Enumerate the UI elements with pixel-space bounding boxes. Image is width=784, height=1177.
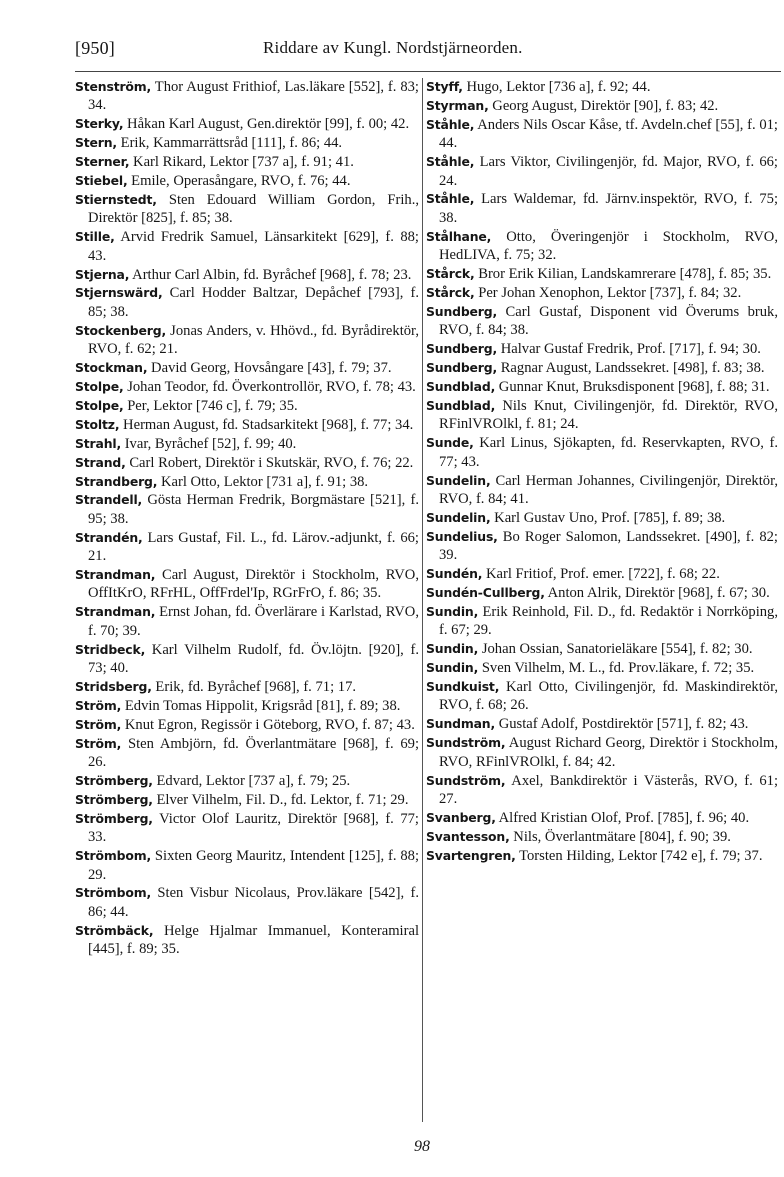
entry-surname: Sundelin, [426,509,491,525]
list-item [75,884,419,921]
entry-surname: Styff, [426,79,463,94]
entry-details: Per, Lektor [746 c], f. 79; 35. [123,397,298,414]
entry-details: Ivar, Byråchef [52], f. 99; 40. [121,435,297,452]
list-item [426,603,778,640]
entry-surname: Strandman, [75,604,156,620]
entry-details: Sten Visbur Nicolaus, Prov.läkare [542], f. 86; 44. [88,885,419,920]
list-item [75,416,419,434]
entry-details: Torsten Hilding, Lektor [742 e], f. 79; 37. [515,847,763,864]
list-item [75,153,419,171]
entry-surname: Sundström, [426,772,506,788]
entry-surname: Sundelius, [426,528,498,544]
entry-details: Nils, Överlantmätare [804], f. 90; 39. [509,828,731,845]
entry-details: Emile, Operasångare, RVO, f. 76; 44. [127,173,351,190]
entry-surname: Strömbom, [75,885,152,901]
list-item [426,734,778,771]
running-header [75,38,781,64]
list-item [426,809,778,827]
entry-details: Per Johan Xenophon, Lektor [737], f. 84; 32. [474,284,742,301]
entry-surname: Sundin, [426,660,479,676]
list-item [426,565,778,583]
list-item [426,472,778,509]
entry-details: Karl Otto, Civilingenjör, fd. Maskindirektör, RVO, f. 68; 26. [439,679,778,714]
entry-surname: Sundström, [426,735,506,751]
list-item [426,378,778,396]
list-item [75,115,419,133]
entry-surname: Strandberg, [75,473,158,489]
entry-surname: Ståhle, [426,154,475,170]
list-item [75,454,419,472]
list-item [75,378,419,396]
entry-details: Erik, Kammarrättsråd [111], f. 86; 44. [117,135,343,152]
header-rule [75,71,781,72]
entry-surname: Sundberg, [426,303,498,319]
entry-details: Johan Ossian, Sanatorieläkare [554], f. 82; 30. [478,641,753,658]
entry-surname: Sundblad, [426,379,496,394]
entry-details: Anders Nils Oscar Kåse, tf. Avdeln.chef [55], f. 01; 44. [439,116,778,152]
list-item [75,134,419,152]
entry-surname: Styrman, [426,97,489,113]
page-number: 98 [414,1138,430,1155]
list-item [75,922,419,959]
list-item [426,659,778,677]
list-item [75,228,419,265]
entry-surname: Stolpe, [75,379,124,394]
entry-surname: Stårck, [426,284,475,300]
entry-details: Karl Otto, Lektor [731 a], f. 91; 38. [157,473,369,490]
entry-surname: Sunde, [426,435,474,451]
entry-surname: Svanberg, [426,809,496,825]
entry-details: Jonas Anders, v. Hhövd., fd. Byrådirektör, RVO, f. 62; 21. [88,322,419,358]
entry-details: Bo Roger Salomon, Landssekret. [490], f. 82; 39. [439,528,778,564]
entry-details: Gustaf Adolf, Postdirektör [571], f. 82; 43. [495,716,749,733]
list-item [75,266,419,284]
entry-details: Gösta Herman Fredrik, Borgmästare [521], f. 95; 38. [88,492,419,527]
entry-surname: Sundén, [426,566,483,582]
entry-details: Hugo, Lektor [736 a], f. 92; 44. [462,79,651,95]
entry-details: Carl August, Direktör i Stockholm, RVO, OffItKrO, RFrHL, OffFrdel'Ip, RGrFrO, f. 86; 35. [88,567,419,602]
list-item [75,641,419,678]
entry-surname: Strandén, [75,529,143,545]
list-item [75,191,419,228]
entry-surname: Sundén-Cullberg, [426,584,545,600]
entry-surname: Stiebel, [75,173,128,189]
entry-details: Lars Waldemar, fd. Järnv.inspektör, RVO, f. 75; 38. [439,191,778,226]
entry-details: Alfred Kristian Olof, Prof. [785], f. 96; 40. [495,809,750,826]
entry-surname: Sundin, [426,603,479,619]
entry-surname: Ståhle, [426,191,475,207]
entry-details: Arvid Fredrik Samuel, Länsarkitekt [629], f. 88; 43. [88,229,419,264]
entry-details: Georg August, Direktör [90], f. 83; 42. [488,97,719,114]
entry-details: Nils Knut, Civilingenjör, fd. Direktör, RVO, RFinlVROlkl, f. 81; 24. [439,397,778,433]
entry-details: Johan Teodor, fd. Överkontrollör, RVO, f. 78; 43. [123,379,416,395]
entry-surname: Stockman, [75,360,148,376]
list-item [75,716,419,734]
list-item [75,810,419,847]
list-item [75,847,419,884]
entry-details: Axel, Bankdirektör i Västerås, RVO, f. 61; 27. [439,772,778,807]
entry-details: Carl Gustaf, Disponent vid Överums bruk, RVO, f. 84; 38. [439,303,778,339]
entry-surname: Strand, [75,454,126,470]
entry-details: Sten Edouard William Gordon, Frih., Direktör [825], f. 85; 38. [88,191,419,227]
list-item [426,847,778,865]
list-item [75,791,419,809]
list-item [426,584,778,602]
entry-surname: Strandell, [75,492,143,508]
list-item [426,772,778,809]
column-divider [422,78,423,1122]
list-item [75,678,419,696]
entry-details: Sten Ambjörn, fd. Överlantmätare [968], f. 69; 26. [88,735,419,771]
list-item [75,435,419,453]
entry-surname: Sundin, [426,641,479,657]
entry-details: Carl Hodder Baltzar, Depåchef [793], f. 85; 38. [88,285,419,320]
entry-details: Thor August Frithiof, Las.läkare [552], f. 83; 34. [88,79,419,114]
list-item [426,284,778,302]
entry-surname: Sundberg, [426,360,498,376]
entry-details: David Georg, Hovsångare [43], f. 79; 37. [147,360,392,377]
entry-details: Arthur Carl Albin, fd. Byråchef [968], f. 78; 23. [129,266,412,283]
entry-surname: Stjerna, [75,266,130,282]
entry-surname: Sundelin, [426,472,491,488]
entry-surname: Stern, [75,135,117,151]
entry-details: August Richard Georg, Direktör i Stockholm, RVO, RFinlVROlkl, f. 84; 42. [439,735,778,770]
entry-surname: Stolpe, [75,397,124,413]
entry-details: Sven Vilhelm, M. L., fd. Prov.läkare, f. 72; 35. [478,660,755,677]
page-reference: [950] [75,38,115,58]
entry-details: Karl Vilhelm Rudolf, fd. Öv.löjtn. [920], f. 73; 40. [88,641,419,677]
entry-surname: Stjernswärd, [75,285,163,301]
entry-details: Karl Fritiof, Prof. emer. [722], f. 68; 22. [482,566,720,583]
entry-details: Gunnar Knut, Bruksdisponent [968], f. 88; 31. [495,379,770,395]
entry-surname: Strömberg, [75,791,153,807]
entry-details: Elver Vilhelm, Fil. D., fd. Lektor, f. 71; 29. [152,791,409,808]
entry-details: Herman August, fd. Stadsarkitekt [968], f. 77; 34. [119,416,414,433]
entry-surname: Svartengren, [426,847,516,863]
list-item [426,340,778,358]
entry-surname: Stårck, [426,266,475,282]
list-item [426,265,778,283]
entry-surname: Stridbeck, [75,641,146,657]
left-column [75,78,419,959]
entry-surname: Ståhle, [426,116,475,132]
list-item [75,772,419,790]
entry-surname: Sundblad, [426,397,496,413]
entry-details: Ernst Johan, fd. Överlärare i Karlstad, RVO, f. 70; 39. [88,604,419,639]
entry-surname: Sundkuist, [426,679,500,694]
entry-details: Karl Rikard, Lektor [737 a], f. 91; 41. [129,154,354,171]
entry-surname: Stoltz, [75,416,120,432]
entry-surname: Ström, [75,735,122,751]
entry-surname: Strömberg, [75,773,153,789]
entry-details: Victor Olof Lauritz, Direktör [968], f. 77; 33. [88,810,419,846]
entry-surname: Stiernstedt, [75,191,157,207]
entry-details: Bror Erik Kilian, Landskamrerare [478], f. 85; 35. [474,266,772,283]
entry-surname: Ström, [75,697,122,713]
entry-details: Erik Reinhold, Fil. D., fd. Redaktör i Norrköping, f. 67; 29. [439,603,778,639]
entry-surname: Ström, [75,716,122,732]
list-item [75,172,419,190]
list-item [75,603,419,640]
list-item [75,284,419,321]
list-item [75,397,419,415]
entry-details: Erik, fd. Byråchef [968], f. 71; 17. [151,679,357,695]
entry-details: Lars Viktor, Civilingenjör, fd. Major, RVO, f. 66; 24. [439,154,778,189]
entry-details: Otto, Överingenjör i Stockholm, RVO, HedLIVA, f. 75; 32. [439,228,778,264]
entry-surname: Stålhane, [426,228,492,244]
list-item [426,828,778,846]
list-item [75,529,419,566]
list-item [75,697,419,715]
list-item [75,322,419,359]
list-item [426,78,778,96]
entry-details: Ragnar August, Landssekret. [498], f. 83; 38. [497,360,765,377]
list-item [426,116,778,153]
list-item [426,509,778,527]
entry-surname: Strahl, [75,435,122,451]
list-item [426,153,778,190]
list-item [75,735,419,772]
entry-surname: Stenström, [75,79,152,94]
entry-surname: Stockenberg, [75,322,166,338]
entry-details: Carl Herman Johannes, Civilingenjör, Direktör, RVO, f. 84; 41. [439,472,778,507]
entry-surname: Sundman, [426,716,496,732]
list-item [426,190,778,227]
entry-details: Carl Robert, Direktör i Skutskär, RVO, f. 76; 22. [125,454,414,471]
list-item [75,491,419,528]
entry-details: Karl Gustav Uno, Prof. [785], f. 89; 38. [490,509,726,526]
entry-surname: Strömbäck, [75,922,154,938]
list-item [426,359,778,377]
entry-details: Edvard, Lektor [737 a], f. 79; 25. [152,773,351,790]
entry-details: Knut Egron, Regissör i Göteborg, RVO, f. 87; 43. [121,716,415,733]
entry-details: Karl Linus, Sjökapten, fd. Reservkapten, RVO, f. 77; 43. [439,435,778,470]
page-title: Riddare av Kungl. Nordstjärneorden. [263,38,523,57]
list-item [426,397,778,434]
list-item [426,528,778,565]
entry-surname: Sundberg, [426,341,498,357]
entry-surname: Sterner, [75,154,130,170]
right-column [426,78,778,866]
list-item [426,228,778,265]
list-item [75,566,419,603]
list-item [426,678,778,715]
entry-surname: Svantesson, [426,828,510,844]
entry-details: Edvin Tomas Hippolit, Krigsråd [81], f. 89; 38. [121,697,401,714]
entry-details: Lars Gustaf, Fil. L., fd. Lärov.-adjunkt, f. 66; 21. [88,529,419,565]
list-item [426,434,778,471]
list-item [426,303,778,340]
entry-surname: Strömberg, [75,810,153,826]
entry-surname: Stille, [75,229,115,245]
list-item [426,97,778,115]
entry-details: Håkan Karl August, Gen.direktör [99], f. 00; 42. [123,116,410,133]
entry-surname: Strandman, [75,567,156,583]
list-item [75,78,419,115]
list-item [426,640,778,658]
entry-surname: Stridsberg, [75,679,152,694]
entry-details: Halvar Gustaf Fredrik, Prof. [717], f. 94; 30. [497,341,761,358]
entry-details: Helge Hjalmar Immanuel, Konteramiral [445], f. 89; 35. [88,922,419,958]
list-item [426,715,778,733]
entry-surname: Sterky, [75,116,124,132]
entry-details: Sixten Georg Mauritz, Intendent [125], f. 88; 29. [88,848,419,883]
list-item [75,473,419,491]
entry-surname: Strömbom, [75,848,152,864]
entry-details: Anton Alrik, Direktör [968], f. 67; 30. [544,584,770,601]
list-item [75,359,419,377]
